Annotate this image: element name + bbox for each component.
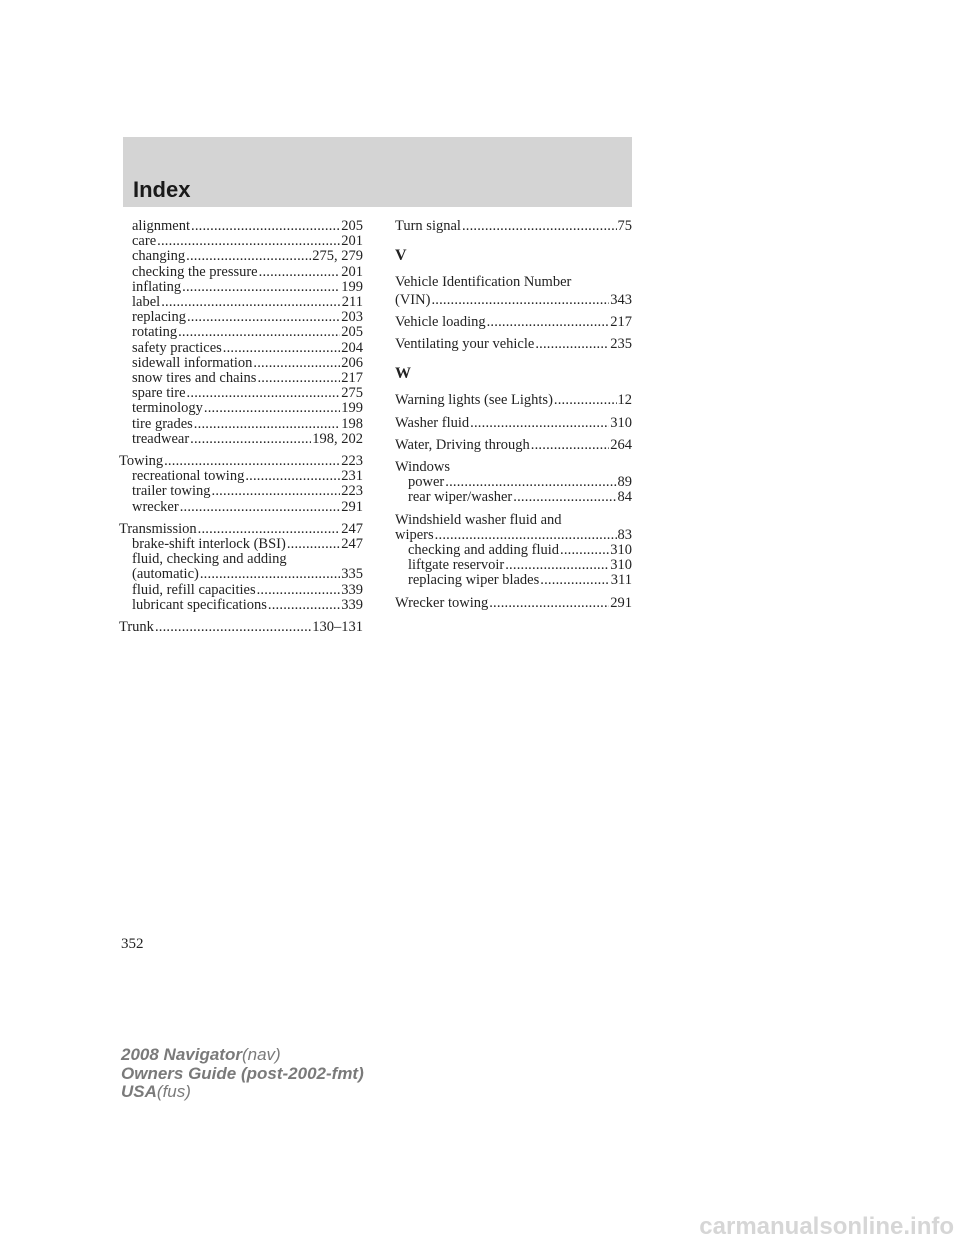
index-entry: Washer fluid ..... 310	[395, 416, 632, 431]
index-entry: Wrecker towing ..... 291	[395, 596, 632, 611]
page-number: 352	[121, 936, 144, 952]
index-entry: fluid, checking and adding	[132, 551, 287, 568]
index-entry: recreational towing ..... 231	[119, 469, 363, 484]
index-entry: rear wiper/washer ..... 84	[395, 490, 632, 505]
footer-model-code: (nav)	[241, 1045, 281, 1064]
index-entry: Transmission ..... 247	[119, 522, 363, 537]
index-entry: inflating ..... 199	[119, 280, 363, 295]
footer-market: USA	[121, 1082, 157, 1101]
index-entry: Water, Driving through ..... 264	[395, 438, 632, 453]
index-entry: changing ..... 275, 279	[119, 249, 363, 264]
index-entry: lubricant specifications ..... 339	[119, 598, 363, 613]
index-entry: Vehicle Identification Number	[395, 274, 572, 291]
index-entry: snow tires and chains ..... 217	[119, 371, 363, 386]
index-entry: Warning lights (see Lights) ..... 12	[395, 393, 632, 408]
index-entry: spare tire ..... 275	[119, 386, 363, 401]
index-entry: safety practices ..... 204	[119, 341, 363, 356]
index-entry: Vehicle loading ..... 217	[395, 315, 632, 330]
index-entry: Windshield washer fluid and	[395, 511, 562, 528]
index-entry: Towing ..... 223	[119, 454, 363, 469]
index-entry: sidewall information ..... 206	[119, 356, 363, 371]
index-entry: fluid, refill capacities ..... 339	[119, 583, 363, 598]
index-entry: label ..... 211	[119, 295, 363, 310]
index-entry: Windows	[395, 459, 450, 476]
section-letter-w: W	[395, 365, 411, 383]
index-entry: alignment ..... 205	[119, 219, 363, 234]
index-entry: wipers ..... 83	[395, 528, 632, 543]
index-entry: terminology ..... 199	[119, 401, 363, 416]
index-entry: liftgate reservoir ..... 310	[395, 558, 632, 573]
index-entry: Trunk ..... 130–131	[119, 620, 363, 635]
footer-market-code: (fus)	[156, 1082, 191, 1101]
index-column-right	[395, 219, 632, 611]
index-entry: checking the pressure ..... 201	[119, 265, 363, 280]
index-entry: trailer towing ..... 223	[119, 484, 363, 499]
footer-guide: Owners Guide (post-2002-fmt)	[121, 1063, 364, 1083]
document-footer	[121, 1046, 364, 1102]
index-entry: wrecker ..... 291	[119, 500, 363, 515]
index-entry: (VIN) ..... 343	[395, 293, 632, 308]
index-entry: rotating ..... 205	[119, 325, 363, 340]
index-column-left	[119, 219, 363, 635]
page-title: Index	[133, 177, 191, 202]
index-entry: (automatic) ..... 335	[119, 567, 363, 582]
index-header-band	[123, 137, 632, 207]
index-entry: checking and adding fluid ..... 310	[395, 543, 632, 558]
index-entry: Ventilating your vehicle ..... 235	[395, 337, 632, 352]
index-entry: replacing ..... 203	[119, 310, 363, 325]
index-entry: Turn signal ..... 75	[395, 219, 632, 234]
footer-model: 2008 Navigator	[121, 1045, 242, 1064]
site-watermark: carmanualsonline.info	[699, 1213, 954, 1240]
index-entry: treadwear ..... 198, 202	[119, 432, 363, 447]
section-letter-v: V	[395, 247, 407, 265]
index-entry: replacing wiper blades ..... 311	[395, 573, 632, 588]
index-entry: power ..... 89	[395, 475, 632, 490]
index-entry: care ..... 201	[119, 234, 363, 249]
index-entry: tire grades ..... 198	[119, 417, 363, 432]
index-entry: brake-shift interlock (BSI) ..... 247	[119, 537, 363, 552]
